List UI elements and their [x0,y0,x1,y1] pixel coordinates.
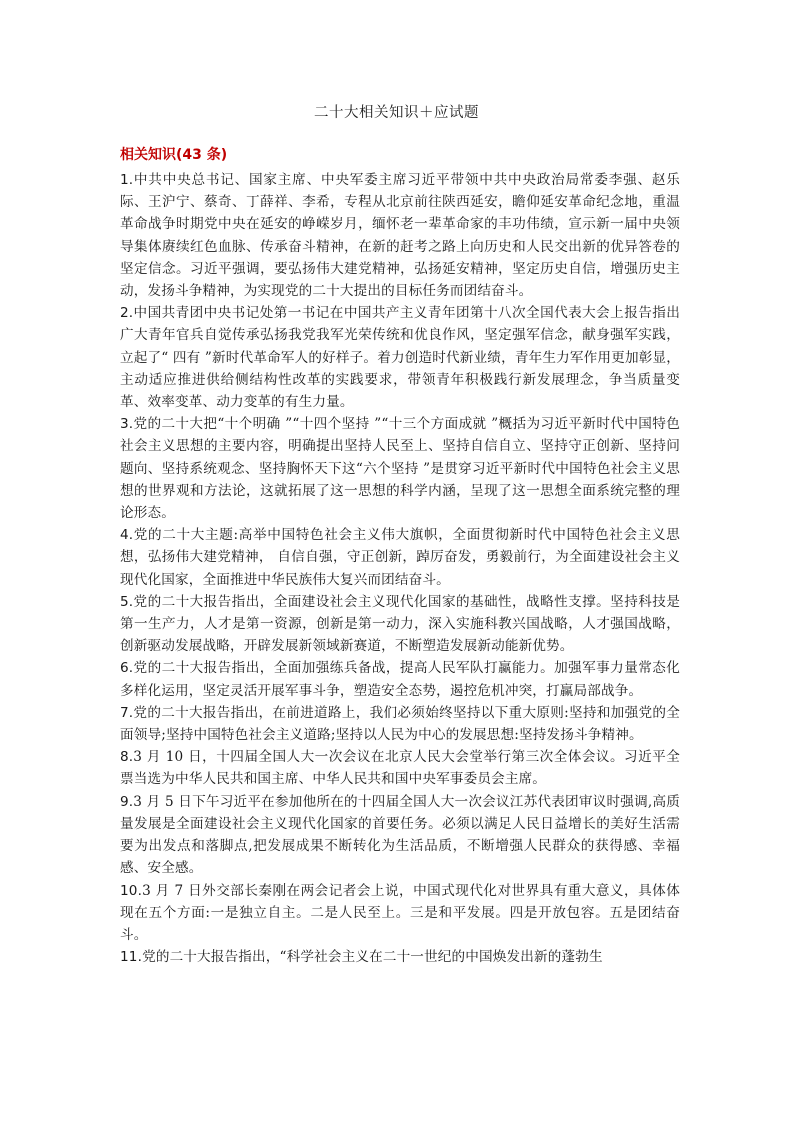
item-number: 2. [120,305,134,322]
section-heading: 相关知识(43 条) [120,147,228,163]
item-number: 3. [120,416,134,433]
item-number: 11. [120,949,143,966]
knowledge-item-11 [120,946,680,968]
knowledge-item-10 [120,880,680,947]
document-body [120,146,680,968]
knowledge-item-2 [120,302,680,413]
item-number: 4. [120,527,134,544]
document-title: 二十大相关知识＋应试题 [314,105,479,121]
item-number: 1. [120,172,134,188]
item-text: 3 月 5 日下午习近平在参加他所在的十四届全国人大一次会议江苏代表团审议时强调,高质量发展是全面建设社会主义现代化国家的首要任务。必须以满足人民日益增长的美好生活需要为出发点和落脚点,把发展成果不断转化为生活品质，不断增强人民群众的获得感、幸福感、安全感。 [120,793,680,877]
knowledge-item-6 [120,657,680,701]
item-number: 6. [120,660,134,677]
knowledge-item-4 [120,524,680,591]
item-text: 党的二十大报告指出，在前进道路上，我们必须始终坚持以下重大原则:坚持和加强党的全面领导;坚持中国特色社会主义道路;坚持以人民为中心的发展思想:坚持发扬斗争精神。 [120,704,680,744]
item-number: 9. [120,793,134,810]
item-text: 党的二十大报告指出，“科学社会主义在二十一世纪的中国焕发出新的蓬勃生 [142,949,603,966]
item-text: 党的二十大主题:高举中国特色社会主义伟大旗帜，全面贯彻新时代中国特色社会主义思想，弘扬伟大建党精神， 自信自强，守正创新，踔厉奋发，勇毅前行，为全面建设社会主义现代化国家，全面推进中华民族伟大复兴而团结奋斗。 [120,527,680,588]
item-number: 10. [120,882,143,899]
item-number: 5. [120,593,134,610]
knowledge-item-3 [120,413,680,524]
item-text: 党的二十大报告指出，全面建设社会主义现代化国家的基础性，战略性支撑。坚持科技是第一生产力，人才是第一资源，创新是第一动力，深入实施科教兴国战略，人才强国战略，创新驱动发展战略，开辟发展新领域新赛道，不断塑造发展新动能新优势。 [120,593,680,655]
item-text: 中国共青团中央书记处第一书记在中国共产主义青年团第十八次全国代表大会上报告指出广大青年官兵自觉传承弘扬我党我军光荣传统和优良作风，坚定强军信念，献身强军实践，立起了“ 四有 ”新时代革命军人的好样子。着力创造时代新业绩，青年生力军作用更加彰显，主动适应推进供给侧结构性改革的实践要求，带领青年积极践行新发展理念，争当质量变革、效率变革、动力变革的有生力量。 [120,305,680,411]
item-text: 党的二十大把“十个明确 ”“十四个坚持 ”“十三个方面成就 ”概括为习近平新时代中国特色社会主义思想的主要内容，明确提出坚持人民至上、坚持自信自立、坚持守正创新、坚持问题向、坚持系统观念、坚持胸怀天下这“六个坚持 ”是贯穿习近平新时代中国特色社会主义思想的世界观和方法论，这就拓展了这一思想的科学内涵，呈现了这一思想全面系统完整的理论形态。 [120,416,680,522]
item-text: 中共中央总书记、国家主席、中央军委主席习近平带领中共中央政治局常委李强、赵乐际、王沪宁、蔡奇、丁薛祥、李希，专程从北京前往陕西延安，瞻仰延安革命纪念地，重温革命战争时期党中央在延安的峥嵘岁月，缅怀老一辈革命家的丰功伟绩，宣示新一届中央领导集体赓续红色血脉、传承奋斗精神，在新的赶考之路上向历史和人民交出新的优异答卷的坚定信念。习近平强调，要弘扬伟大建党精神，弘扬延安精神，坚定历史自信，增强历史主动，发扬斗争精神，为实现党的二十大提出的目标任务而团结奋斗。 [120,172,680,300]
item-number: 8. [120,749,134,766]
item-text: 党的二十大报告指出，全面加强练兵备战，提高人民军队打赢能力。加强军事力量常态化多样化运用，坚定灵活开展军事斗争，塑造安全态势，遏控危机冲突，打赢局部战争。 [120,660,680,699]
knowledge-item-9 [120,791,680,880]
knowledge-item-8 [120,746,680,790]
item-text: 3 月 10 日，十四届全国人大一次会议在北京人民大会堂举行第三次全体会议。习近平全票当选为中华人民共和国主席、中华人民共和国中央军事委员会主席。 [120,749,680,788]
knowledge-item-5 [120,591,680,658]
item-text: 3 月 7 日外交部长秦刚在两会记者会上说，中国式现代化对世界具有重大意义，具体体现在五个方面:一是独立自主。二是人民至上。三是和平发展。四是开放包容。五是团结奋斗。 [120,882,680,943]
knowledge-item-1 [120,169,680,302]
item-number: 7. [120,704,134,721]
knowledge-item-7 [120,702,680,746]
